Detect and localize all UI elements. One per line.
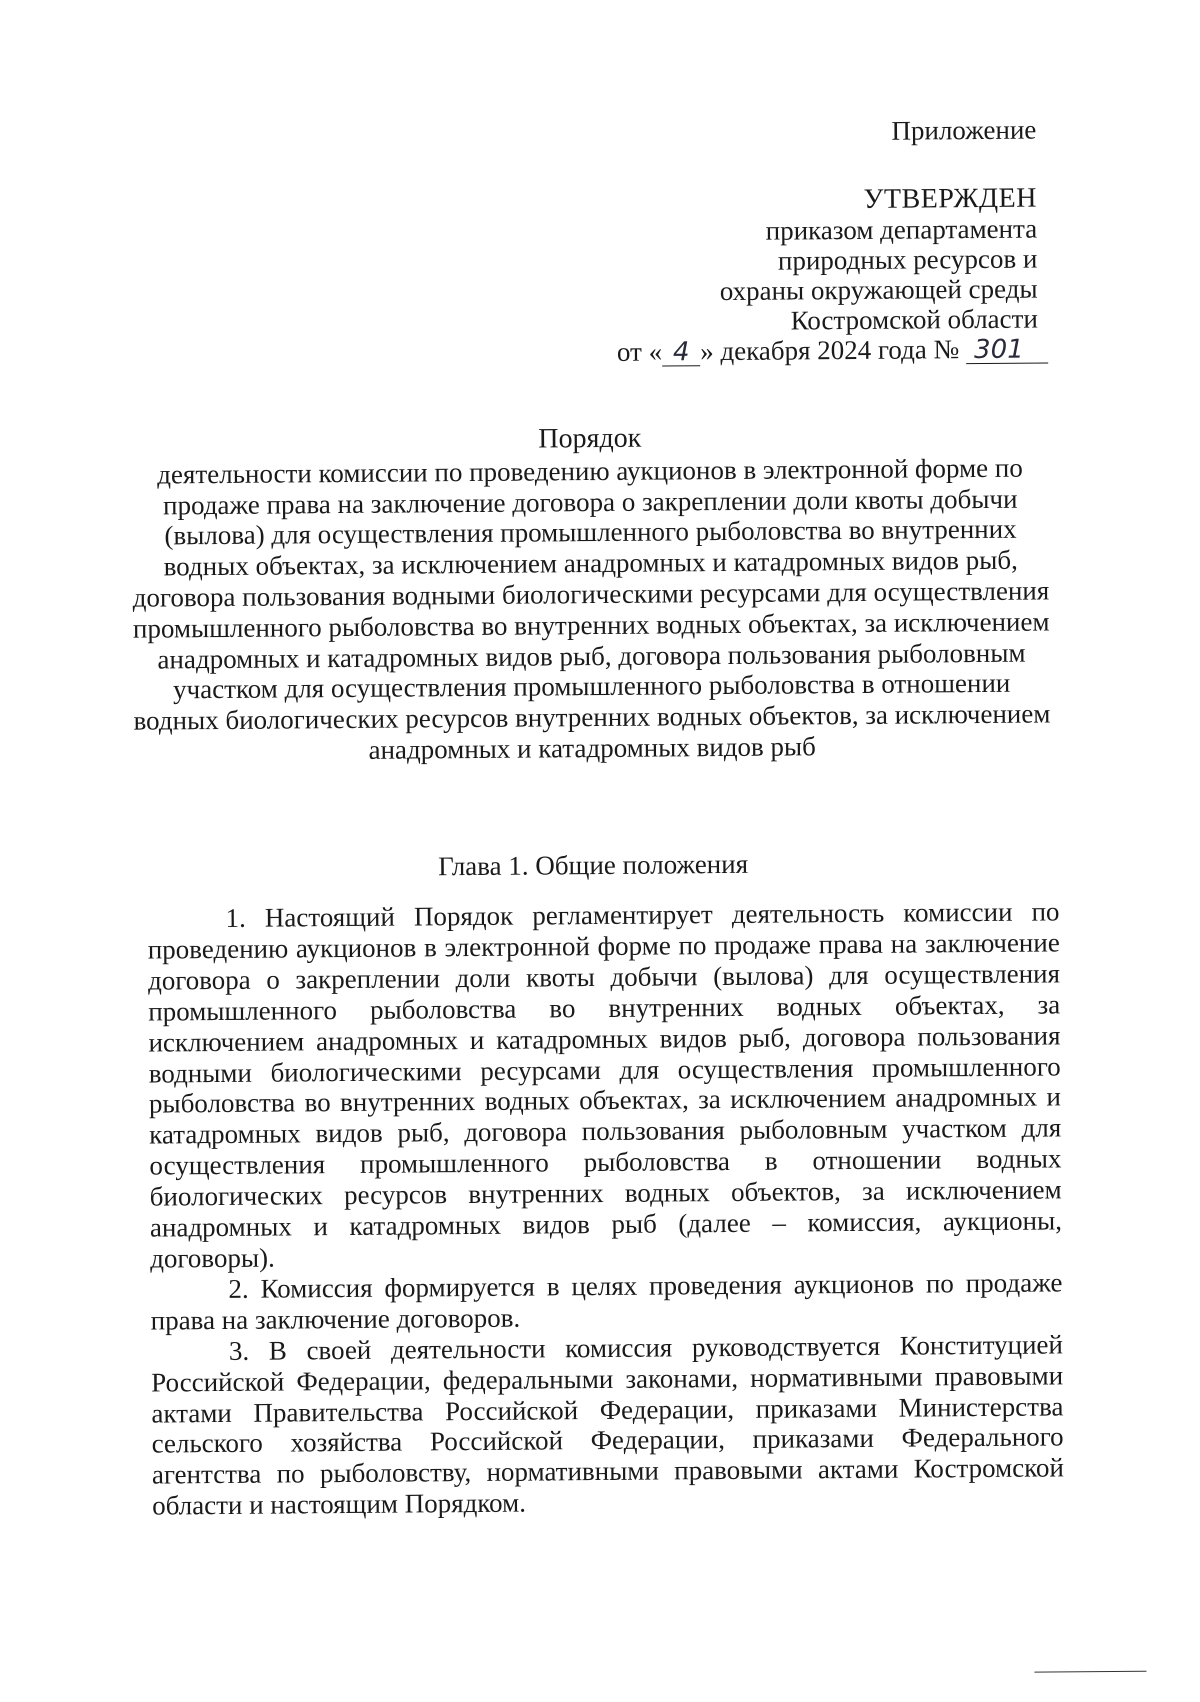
title-subtitle: деятельности комиссии по проведению аукционов в электронной форме по продаже права на заключение договора о закреплении доли квоты добычи (вылова) для осуществления промышленного рыболовства во внутренних водных объектах, за исключением анадромных и катадромных видов рыб, договора пользования водными биологическими ресурсами для осуществления промышленного рыболовства во внутренних водных объектах, за исключением анадромных и катадромных видов рыб, договора пользования рыболовным участком для осуществления промышленного рыболовства в отношении водных биологических ресурсов внутренних водных объектов, за исключением анадромных и катадромных видов рыб bbox=[132, 452, 1051, 765]
approval-line-2: природных ресурсов и bbox=[777, 243, 1038, 276]
handwritten-order-number: 301 bbox=[966, 336, 1048, 364]
chapter-heading: Глава 1. Общие положения bbox=[438, 848, 749, 882]
title-heading: Порядок bbox=[538, 422, 642, 455]
approval-line-3: охраны окружающей среды bbox=[719, 273, 1038, 307]
document-body bbox=[147, 896, 1064, 1521]
approved-label: УТВЕРЖДЕН bbox=[863, 182, 1038, 215]
date-prefix: от « bbox=[616, 336, 663, 367]
paragraph-2: 2. Комиссия формируется в целях проведения аукционов по продаже права на заключение договоров. bbox=[150, 1267, 1063, 1336]
approval-block bbox=[516, 115, 1038, 368]
document-title bbox=[127, 420, 1056, 767]
appendix-label: Приложение bbox=[891, 114, 1037, 146]
date-middle: » декабря 2024 года № bbox=[700, 334, 960, 367]
approval-line-1: приказом департамента bbox=[765, 213, 1038, 246]
footer-rule bbox=[1034, 1671, 1146, 1673]
paragraph-1: 1. Настоящий Порядок регламентирует деятельность комиссии по проведению аукционов в электронной форме по продаже права на заключение договора о закреплении доли квоты добычи (вылова) для осуществления промышленного рыболовства во внутренних водных объектах, за исключением анадромных и катадромных видов рыб, договора пользования водными биологическими ресурсами для осуществления промышленного рыболовства во внутренних водных объектах, за исключением анадромных и катадромных видов рыб, договора пользования рыболовным участком для осуществления промышленного рыболовства в отношении водных биологических ресурсов внутренних водных объектов, за исключением анадромных и катадромных видов рыб (далее – комиссия, аукционы, договоры). bbox=[147, 896, 1063, 1274]
handwritten-day: 4 bbox=[662, 339, 700, 366]
paragraph-3: 3. В своей деятельности комиссия руководствуется Конституцией Российской Федерации, федеральными законами, нормативными правовыми актами Правительства Российской Федерации, приказами Министерства сельского хозяйства Российской Федерации, приказами Федерального агентства по рыболовству, нормативными правовыми актами Костромской области и настоящим Порядком. bbox=[151, 1329, 1064, 1521]
approval-line-4: Костромской области bbox=[790, 303, 1038, 336]
order-date-line bbox=[518, 333, 1048, 367]
